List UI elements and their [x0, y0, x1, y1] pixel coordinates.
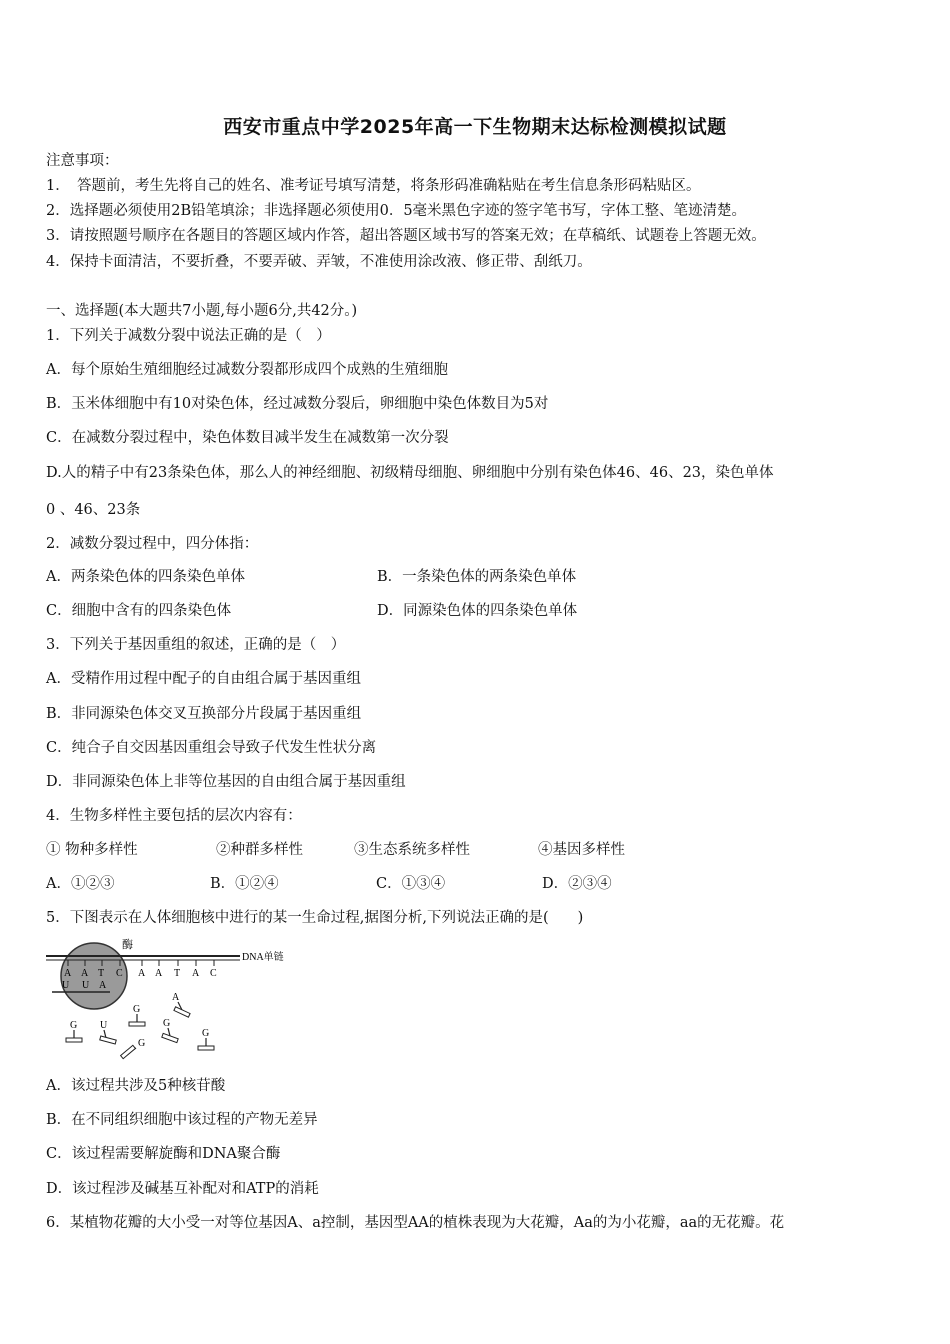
- q2-option-c: C．细胞中含有的四条染色体: [46, 603, 232, 619]
- q4-item-1: ① 物种多样性: [46, 842, 138, 858]
- question-4-stem: 4．生物多样性主要包括的层次内容有：: [46, 808, 302, 824]
- transcription-figure: [44, 936, 304, 1066]
- question-1-stem: 1．下列关于减数分裂中说法正确的是（ ）: [46, 328, 331, 344]
- notice-item: 2．选择题必须使用2B铅笔填涂；非选择题必须使用0．5毫米黑色字迹的签字笔书写，字体工整、笔迹清楚。: [46, 203, 747, 219]
- question-5-stem: 5．下图表示在人体细胞核中进行的某一生命过程,据图分析,下列说法正确的是( ): [46, 910, 584, 926]
- free-nucleotide: [162, 1018, 178, 1043]
- q3-option-a: A．受精作用过程中配子的自由组合属于基因重组: [46, 671, 361, 687]
- strand-base: T: [98, 968, 105, 979]
- q2-option-a: A．两条染色体的四条染色单体: [46, 569, 245, 585]
- q4-item-4: ④基因多样性: [538, 842, 625, 858]
- free-base: A: [172, 992, 180, 1003]
- free-base: G: [133, 1004, 141, 1015]
- free-nucleotide: [66, 1020, 82, 1042]
- page-title: 西安市重点中学2025年高一下生物期末达标检测模拟试题: [223, 116, 727, 138]
- q4-option-b: B．①②④: [210, 876, 279, 892]
- q4-option-c: C．①③④: [376, 876, 446, 892]
- free-nucleotide: [121, 1038, 146, 1059]
- paired-base: U: [62, 980, 70, 991]
- q4-option-d: D．②③④: [542, 876, 612, 892]
- strand-base: T: [174, 968, 181, 979]
- paired-base: U: [82, 980, 90, 991]
- q5-option-a: A．该过程共涉及5种核苷酸: [46, 1078, 226, 1094]
- q5-option-c: C．该过程需要解旋酶和DNA聚合酶: [46, 1146, 281, 1162]
- strand-base: A: [155, 968, 163, 979]
- notice-heading: 注意事项：: [46, 153, 119, 169]
- enzyme-label: 酶: [122, 939, 133, 951]
- question-2-stem: 2．减数分裂过程中，四分体指：: [46, 536, 259, 552]
- notice-item: 1． 答题前，考生先将自己的姓名、准考证号填写清楚，将条形码准确粘贴在考生信息条形码粘贴区。: [46, 178, 701, 194]
- notice-item: 4．保持卡面清洁，不要折叠，不要弄破、弄皱，不准使用涂改液、修正带、刮纸刀。: [46, 254, 592, 270]
- q3-option-c: C．纯合子自交因基因重组会导致子代发生性状分离: [46, 740, 377, 756]
- q1-option-d: D.人的精子中有23条染色体，那么人的神经细胞、初级精母细胞、卵细胞中分别有染色体46、46、23，染色单体: [46, 465, 774, 481]
- dna-strand-label: DNA单链: [242, 952, 284, 963]
- free-nucleotide: [172, 992, 190, 1017]
- q3-option-b: B．非同源染色体交叉互换部分片段属于基因重组: [46, 706, 362, 722]
- q2-option-b: B．一条染色体的两条染色单体: [377, 569, 577, 585]
- section-heading: 一、选择题(本大题共7小题,每小题6分,共42分。): [46, 303, 358, 319]
- free-base: G: [70, 1020, 78, 1031]
- free-nucleotide: [100, 1020, 116, 1044]
- strand-base: C: [116, 968, 123, 979]
- strand-base: C: [210, 968, 217, 979]
- free-nucleotide: [198, 1028, 214, 1050]
- strand-base: A: [81, 968, 89, 979]
- q5-option-b: B．在不同组织细胞中该过程的产物无差异: [46, 1112, 318, 1128]
- q1-option-c: C．在减数分裂过程中，染色体数目减半发生在减数第一次分裂: [46, 430, 449, 446]
- free-base: G: [163, 1018, 171, 1029]
- question-6-stem: 6．某植物花瓣的大小受一对等位基因A、a控制，基因型AA的植株表现为大花瓣，Aa的为小花瓣，aa的无花瓣。花: [46, 1215, 785, 1231]
- notice-item: 3．请按照题号顺序在各题目的答题区域内作答，超出答题区域书写的答案无效；在草稿纸、试题卷上答题无效。: [46, 228, 766, 244]
- strand-base: A: [192, 968, 200, 979]
- strand-base: A: [138, 968, 146, 979]
- q1-option-a: A．每个原始生殖细胞经过减数分裂都形成四个成熟的生殖细胞: [46, 362, 448, 378]
- q4-item-2: ②种群多样性: [216, 842, 303, 858]
- free-base: U: [100, 1020, 108, 1031]
- q1-option-b: B．玉米体细胞中有10对染色体，经过减数分裂后，卵细胞中染色体数目为5对: [46, 396, 549, 412]
- free-base: G: [202, 1028, 210, 1039]
- paired-base: A: [99, 980, 107, 991]
- q4-item-3: ③生态系统多样性: [354, 842, 470, 858]
- q2-option-d: D．同源染色体的四条染色单体: [377, 603, 578, 619]
- free-nucleotide: [129, 1004, 145, 1026]
- question-3-stem: 3．下列关于基因重组的叙述，正确的是（ ）: [46, 637, 346, 653]
- strand-base: A: [64, 968, 72, 979]
- free-base: G: [138, 1038, 146, 1049]
- q4-option-a: A．①②③: [46, 876, 115, 892]
- q1-option-d-continued: 0 、46、23条: [46, 502, 141, 518]
- q3-option-d: D．非同源染色体上非等位基因的自由组合属于基因重组: [46, 774, 406, 790]
- q5-option-d: D．该过程涉及碱基互补配对和ATP的消耗: [46, 1181, 319, 1197]
